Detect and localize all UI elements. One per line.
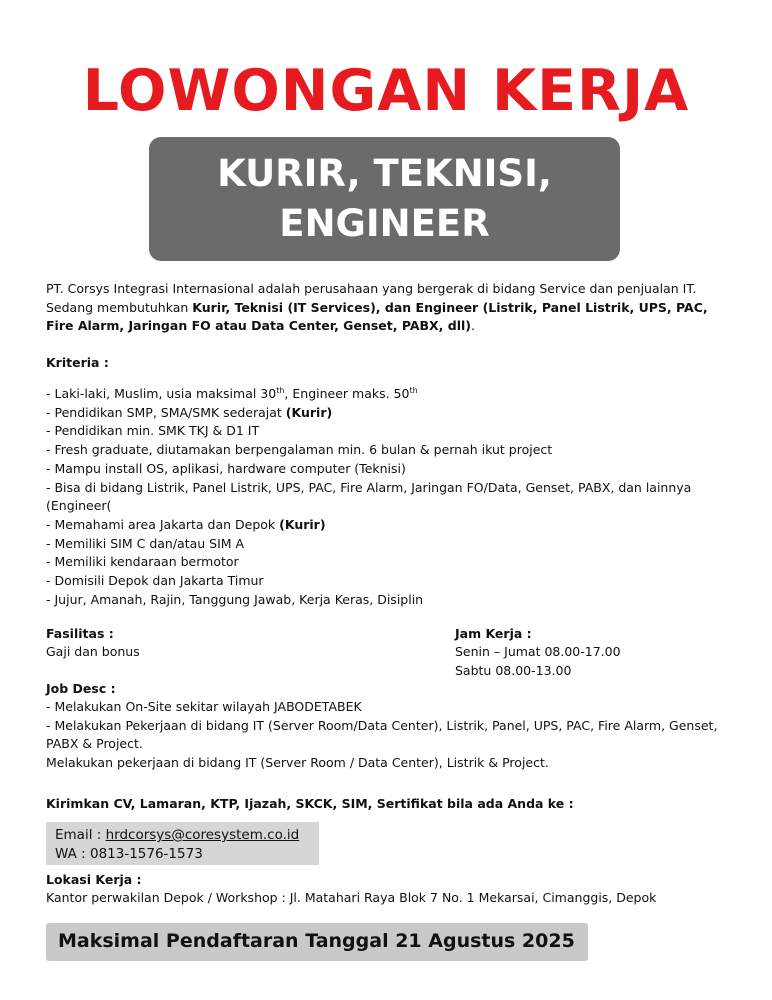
location-value: Kantor perwakilan Depok / Workshop : Jl. Matahari Raya Blok 7 No. 1 Mekarsai, Cimanggis, Depok <box>46 890 657 905</box>
email-link[interactable]: hrdcorsys@coresystem.co.id <box>105 827 300 843</box>
positions-line-1: KURIR, TEKNISI, <box>217 152 552 195</box>
email-line <box>55 826 319 845</box>
contact-box <box>46 822 319 865</box>
facilities-value: Gaji dan bonus <box>46 644 140 659</box>
application-instruction: Kirimkan CV, Lamaran, KTP, Ijazah, SKCK, SIM, Sertifikat bila ada Anda ke : <box>46 796 574 811</box>
criteria-title: Kriteria : <box>46 355 109 370</box>
criteria-item: - Memiliki SIM C dan/atau SIM A <box>46 535 245 551</box>
job-desc-title: Job Desc : <box>46 681 116 696</box>
criteria-item: - Jujur, Amanah, Rajin, Tanggung Jawab, Kerja Keras, Disiplin <box>46 591 424 607</box>
work-hours-saturday: Sabtu 08.00-13.00 <box>455 662 572 678</box>
criteria-list <box>46 385 736 609</box>
page-title: LOWONGAN KERJA <box>82 58 690 124</box>
criteria-role: (Kurir) <box>285 404 333 420</box>
intro-text: PT. Corsys Integrasi Internasional adalah perusahaan yang bergerak di bidang Service dan penjualan IT. Sedang membutuhkan <box>46 281 697 315</box>
work-hours-weekday: Senin – Jumat 08.00-17.00 <box>455 644 621 659</box>
intro-end: . <box>471 318 475 334</box>
criteria-text: , Engineer maks. 50 <box>284 386 410 401</box>
criteria-item: - Mampu install OS, aplikasi, hardware computer (Teknisi) <box>46 460 406 476</box>
criteria-role: (Kurir) <box>279 516 326 532</box>
criteria-item <box>46 516 736 535</box>
job-desc-item-continuation: PABX & Project. <box>46 736 143 752</box>
work-hours-list <box>455 643 621 680</box>
intro-paragraph <box>46 280 736 336</box>
location-title: Lokasi Kerja : <box>46 872 142 887</box>
criteria-item: - Bisa di bidang Listrik, Panel Listrik, UPS, PAC, Fire Alarm, Jaringan FO/Data, Genset, PABX, dan lainnya <box>46 479 692 495</box>
criteria-text: - Laki-laki, Muslim, usia maksimal 30 <box>46 386 277 401</box>
criteria-item-continuation: (Engineer( <box>46 498 112 514</box>
work-hours-title: Jam Kerja : <box>455 626 532 641</box>
criteria-item <box>46 404 736 423</box>
job-desc-item: Melakukan pekerjaan di bidang IT (Server Room / Data Center), Listrik & Project. <box>46 755 549 771</box>
job-desc-list <box>46 698 746 773</box>
criteria-item <box>46 385 736 404</box>
facilities-title: Fasilitas : <box>46 626 114 641</box>
email-label: Email : <box>55 827 106 843</box>
criteria-text: - Pendidikan SMP, SMA/SMK sederajat <box>46 404 286 420</box>
criteria-text: - Memahami area Jakarta dan Depok <box>46 516 280 532</box>
positions-banner <box>149 137 620 261</box>
job-desc-item: - Melakukan Pekerjaan di bidang IT (Server Room/Data Center), Listrik, Panel, UPS, PAC, Fire Alarm, Genset, <box>46 717 718 733</box>
criteria-item: - Fresh graduate, diutamakan berpengalaman min. 6 bulan & pernah ikut project <box>46 442 553 458</box>
superscript: th <box>409 385 418 395</box>
criteria-item: - Domisili Depok dan Jakarta Timur <box>46 573 264 589</box>
job-desc-item: - Melakukan On-Site sekitar wilayah JABODETABEK <box>46 699 362 714</box>
criteria-item: - Memiliki kendaraan bermotor <box>46 554 239 570</box>
criteria-item: - Pendidikan min. SMK TKJ & D1 IT <box>46 423 260 439</box>
deadline-banner: Maksimal Pendaftaran Tanggal 21 Agustus 2025 <box>46 923 588 961</box>
positions-line-2: ENGINEER <box>279 202 490 245</box>
whatsapp-number: WA : 0813-1576-1573 <box>55 845 203 862</box>
superscript: th <box>276 385 285 395</box>
intro-positions: Kurir, Teknisi (IT Services), dan Engineer (Listrik, Panel Listrik, UPS, PAC, Fire Alarm, Jaringan FO atau Data Center, Genset, PABX, dll) <box>46 299 708 334</box>
